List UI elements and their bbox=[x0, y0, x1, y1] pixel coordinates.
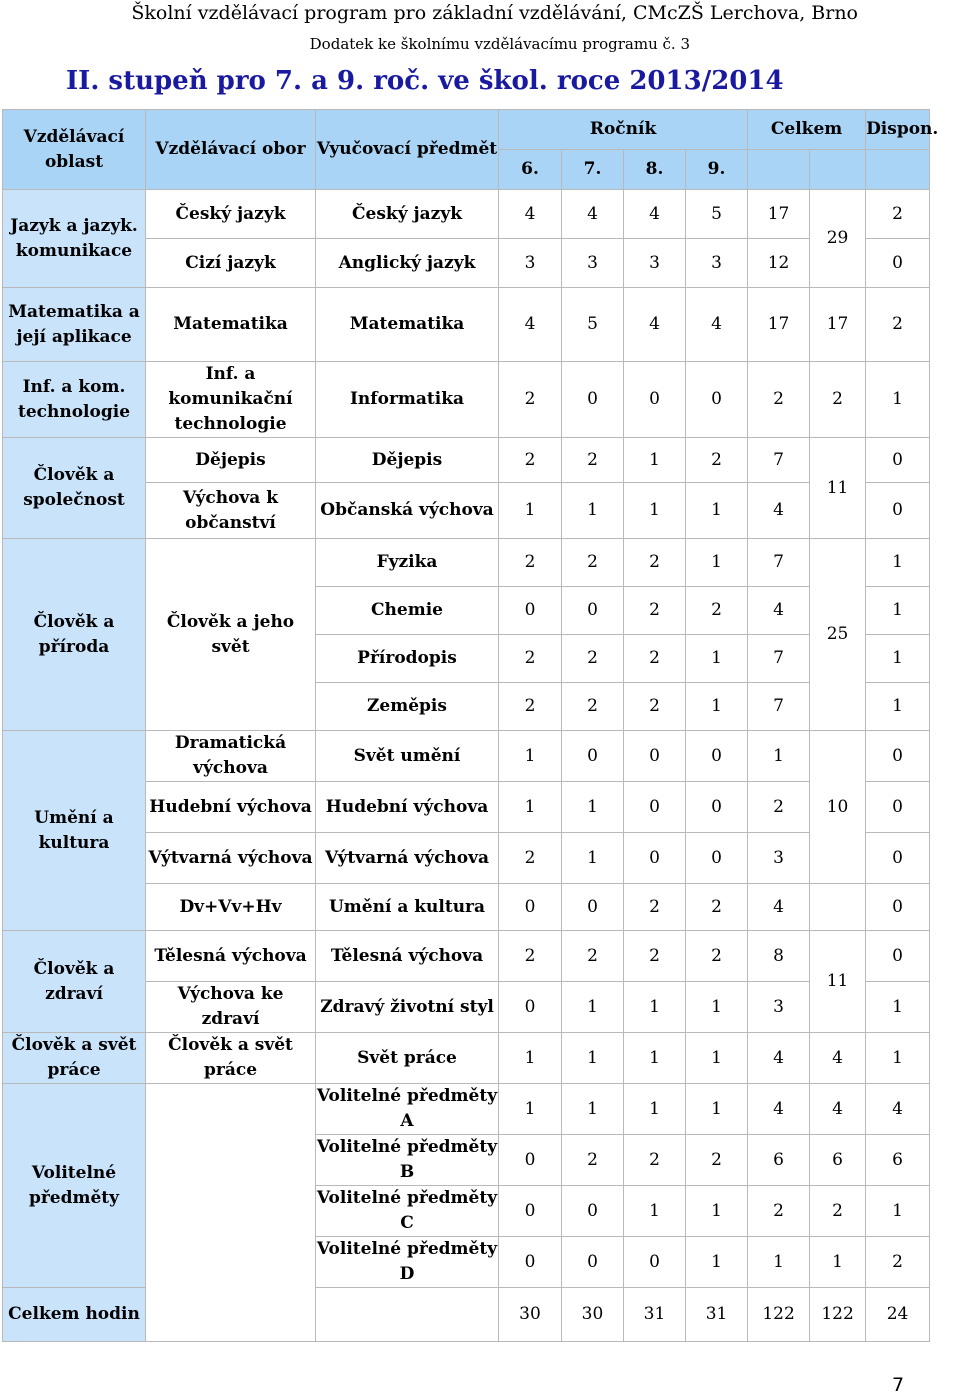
cell: 0 bbox=[562, 1186, 624, 1237]
cell: 1 bbox=[686, 635, 748, 683]
cell: 2 bbox=[499, 931, 562, 982]
area-jazyk: Jazyk a jazyk. komunikace bbox=[3, 190, 146, 288]
header-subject: Vyučovací předmět bbox=[316, 110, 499, 190]
cell: 4 bbox=[686, 288, 748, 362]
cell: 1 bbox=[624, 438, 686, 483]
cell: 2 bbox=[624, 683, 686, 731]
cell: 1 bbox=[499, 731, 562, 782]
cell: 2 bbox=[499, 635, 562, 683]
cell: 2 bbox=[624, 884, 686, 931]
subject-cj: Český jazyk bbox=[316, 190, 499, 239]
document-header-amendment: Dodatek ke školnímu vzdělávacímu programu č. 3 bbox=[309, 35, 690, 53]
sum-g7: 30 bbox=[562, 1288, 624, 1342]
header-grade-7: 7. bbox=[562, 150, 624, 190]
cell-disp: 0 bbox=[866, 483, 930, 539]
field-tel: Tělesná výchova bbox=[146, 931, 316, 982]
cell: 0 bbox=[499, 1135, 562, 1186]
area-umeni: Umění a kultura bbox=[3, 731, 146, 931]
cell: 1 bbox=[624, 1186, 686, 1237]
cell: 2 bbox=[562, 931, 624, 982]
cell: 5 bbox=[562, 288, 624, 362]
cell: 0 bbox=[499, 982, 562, 1033]
cell-total: 1 bbox=[748, 1237, 810, 1288]
curriculum-table-wrapper bbox=[2, 109, 939, 1342]
cell: 0 bbox=[624, 731, 686, 782]
area-volitelne: Volitelné předměty bbox=[3, 1084, 146, 1288]
field-mat: Matematika bbox=[146, 288, 316, 362]
header-blank-3 bbox=[866, 150, 930, 190]
cell: 1 bbox=[499, 483, 562, 539]
subject-vpb: Volitelné předměty B bbox=[316, 1135, 499, 1186]
cell: 1 bbox=[562, 782, 624, 833]
cell: 1 bbox=[562, 982, 624, 1033]
cell: 4 bbox=[562, 190, 624, 239]
cell-total: 17 bbox=[748, 190, 810, 239]
subject-pri: Přírodopis bbox=[316, 635, 499, 683]
area-clovek-spolecnost: Člověk a společnost bbox=[3, 438, 146, 539]
cell: 0 bbox=[686, 362, 748, 438]
cell: 1 bbox=[499, 1084, 562, 1135]
subject-hv: Hudební výchova bbox=[316, 782, 499, 833]
cell-total: 3 bbox=[748, 833, 810, 884]
cell-disp: 0 bbox=[866, 884, 930, 931]
cell-total: 2 bbox=[748, 782, 810, 833]
cell: 4 bbox=[499, 190, 562, 239]
cell: 2 bbox=[624, 1135, 686, 1186]
cell: 0 bbox=[624, 362, 686, 438]
cell: 1 bbox=[686, 1084, 748, 1135]
cell-disp: 2 bbox=[866, 190, 930, 239]
field-hud: Hudební výchova bbox=[146, 782, 316, 833]
header-dispon: Dispon. bbox=[866, 110, 930, 150]
cell: 1 bbox=[562, 1033, 624, 1084]
group-total-spol: 11 bbox=[810, 438, 866, 539]
group-total: 6 bbox=[810, 1135, 866, 1186]
cell: 4 bbox=[624, 288, 686, 362]
cell: 2 bbox=[562, 539, 624, 587]
sum-group: 122 bbox=[810, 1288, 866, 1342]
cell: 2 bbox=[562, 635, 624, 683]
field-ciz: Cizí jazyk bbox=[146, 239, 316, 288]
subject-uak: Umění a kultura bbox=[316, 884, 499, 931]
field-blank bbox=[146, 1084, 316, 1342]
cell-disp: 0 bbox=[866, 438, 930, 483]
subject-vpa: Volitelné předměty A bbox=[316, 1084, 499, 1135]
area-mat: Matematika a její aplikace bbox=[3, 288, 146, 362]
group-total-prir: 25 bbox=[810, 539, 866, 731]
cell: 0 bbox=[624, 1237, 686, 1288]
header-blank-1 bbox=[748, 150, 810, 190]
cell-total: 1 bbox=[748, 731, 810, 782]
header-blank-2 bbox=[810, 150, 866, 190]
cell: 3 bbox=[499, 239, 562, 288]
cell: 2 bbox=[686, 1135, 748, 1186]
header-grade-6: 6. bbox=[499, 150, 562, 190]
area-ikt: Inf. a kom. technologie bbox=[3, 362, 146, 438]
cell: 1 bbox=[686, 539, 748, 587]
cell: 2 bbox=[562, 1135, 624, 1186]
cell: 1 bbox=[686, 483, 748, 539]
field-dvvvhv: Dv+Vv+Hv bbox=[146, 884, 316, 931]
subject-vpc: Volitelné předměty C bbox=[316, 1186, 499, 1237]
cell: 2 bbox=[562, 438, 624, 483]
cell-total: 7 bbox=[748, 683, 810, 731]
cell: 1 bbox=[686, 1186, 748, 1237]
cell-total: 3 bbox=[748, 982, 810, 1033]
area-clovek-priroda: Člověk a příroda bbox=[3, 539, 146, 731]
cell: 2 bbox=[686, 587, 748, 635]
cell: 0 bbox=[624, 833, 686, 884]
field-dej: Dějepis bbox=[146, 438, 316, 483]
cell: 1 bbox=[624, 1084, 686, 1135]
cell: 2 bbox=[499, 833, 562, 884]
subject-obc: Občanská výchova bbox=[316, 483, 499, 539]
subject-mat: Matematika bbox=[316, 288, 499, 362]
field-obc: Výchova k občanství bbox=[146, 483, 316, 539]
cell-disp: 1 bbox=[866, 1186, 930, 1237]
subject-tv: Tělesná výchova bbox=[316, 931, 499, 982]
cell-total: 4 bbox=[748, 483, 810, 539]
subject-inf: Informatika bbox=[316, 362, 499, 438]
cell: 1 bbox=[624, 982, 686, 1033]
cell: 2 bbox=[686, 931, 748, 982]
cell-total: 7 bbox=[748, 539, 810, 587]
sum-g6: 30 bbox=[499, 1288, 562, 1342]
cell-disp: 1 bbox=[866, 635, 930, 683]
group-total-zdravi: 11 bbox=[810, 931, 866, 1033]
cell-disp: 0 bbox=[866, 931, 930, 982]
cell-disp: 0 bbox=[866, 833, 930, 884]
field-cj: Český jazyk bbox=[146, 190, 316, 239]
group-total: 2 bbox=[810, 1186, 866, 1237]
subject-dej: Dějepis bbox=[316, 438, 499, 483]
cell: 1 bbox=[686, 1033, 748, 1084]
cell-total: 6 bbox=[748, 1135, 810, 1186]
cell: 0 bbox=[686, 782, 748, 833]
cell-total: 4 bbox=[748, 884, 810, 931]
cell-total: 4 bbox=[748, 1033, 810, 1084]
cell-disp: 0 bbox=[866, 782, 930, 833]
cell: 1 bbox=[624, 1033, 686, 1084]
cell: 0 bbox=[686, 833, 748, 884]
cell: 0 bbox=[686, 731, 748, 782]
cell: 1 bbox=[686, 982, 748, 1033]
subject-svp: Svět práce bbox=[316, 1033, 499, 1084]
cell: 1 bbox=[562, 833, 624, 884]
cell: 4 bbox=[624, 190, 686, 239]
cell-total: 4 bbox=[748, 587, 810, 635]
area-prace: Člověk a svět práce bbox=[3, 1033, 146, 1084]
cell: 0 bbox=[499, 587, 562, 635]
subject-svu: Svět umění bbox=[316, 731, 499, 782]
cell: 0 bbox=[499, 884, 562, 931]
cell-disp: 0 bbox=[866, 731, 930, 782]
cell-total: 17 bbox=[748, 288, 810, 362]
subject-blank bbox=[316, 1288, 499, 1342]
field-vyt: Výtvarná výchova bbox=[146, 833, 316, 884]
cell-disp: 1 bbox=[866, 1033, 930, 1084]
subject-zds: Zdravý životní styl bbox=[316, 982, 499, 1033]
subject-vpd: Volitelné předměty D bbox=[316, 1237, 499, 1288]
cell-total: 7 bbox=[748, 635, 810, 683]
cell: 0 bbox=[499, 1186, 562, 1237]
group-total-umeni: 10 bbox=[810, 731, 866, 884]
cell: 1 bbox=[499, 782, 562, 833]
cell: 1 bbox=[562, 1084, 624, 1135]
cell: 1 bbox=[624, 483, 686, 539]
field-vyzdr: Výchova ke zdraví bbox=[146, 982, 316, 1033]
cell: 2 bbox=[499, 362, 562, 438]
header-grade: Ročník bbox=[499, 110, 748, 150]
cell-disp: 1 bbox=[866, 539, 930, 587]
cell-total: 4 bbox=[748, 1084, 810, 1135]
cell-disp: 1 bbox=[866, 982, 930, 1033]
cell-disp: 2 bbox=[866, 288, 930, 362]
cell: 0 bbox=[562, 1237, 624, 1288]
cell: 1 bbox=[686, 1237, 748, 1288]
header-total: Celkem bbox=[748, 110, 866, 150]
cell: 3 bbox=[624, 239, 686, 288]
header-grade-9: 9. bbox=[686, 150, 748, 190]
group-total: 2 bbox=[810, 362, 866, 438]
document-header-school: Školní vzdělávací program pro základní vzdělávání, CMcZŠ Lerchova, Brno bbox=[131, 2, 858, 24]
sum-g8: 31 bbox=[624, 1288, 686, 1342]
subject-aj: Anglický jazyk bbox=[316, 239, 499, 288]
cell: 2 bbox=[562, 683, 624, 731]
group-total: 4 bbox=[810, 1033, 866, 1084]
cell-total: 8 bbox=[748, 931, 810, 982]
cell: 2 bbox=[686, 884, 748, 931]
field-drama: Dramatická výchova bbox=[146, 731, 316, 782]
cell: 4 bbox=[499, 288, 562, 362]
cell-disp: 1 bbox=[866, 587, 930, 635]
subject-fyz: Fyzika bbox=[316, 539, 499, 587]
sum-total: 122 bbox=[748, 1288, 810, 1342]
area-celkem: Celkem hodin bbox=[3, 1288, 146, 1342]
cell: 0 bbox=[624, 782, 686, 833]
cell: 1 bbox=[686, 683, 748, 731]
sum-disp: 24 bbox=[866, 1288, 930, 1342]
cell-disp: 0 bbox=[866, 239, 930, 288]
header-grade-8: 8. bbox=[624, 150, 686, 190]
subject-che: Chemie bbox=[316, 587, 499, 635]
cell: 3 bbox=[562, 239, 624, 288]
cell: 2 bbox=[499, 438, 562, 483]
cell-total: 12 bbox=[748, 239, 810, 288]
page-title: II. stupeň pro 7. a 9. roč. ve škol. roce 2013/2014 bbox=[66, 66, 784, 96]
cell: 2 bbox=[624, 539, 686, 587]
cell: 2 bbox=[499, 539, 562, 587]
cell: 2 bbox=[499, 683, 562, 731]
cell: 0 bbox=[562, 587, 624, 635]
subject-vv: Výtvarná výchova bbox=[316, 833, 499, 884]
cell: 3 bbox=[686, 239, 748, 288]
header-area: Vzdělávací oblast bbox=[3, 110, 146, 190]
cell: 2 bbox=[624, 587, 686, 635]
cell-disp: 1 bbox=[866, 683, 930, 731]
cell-disp: 6 bbox=[866, 1135, 930, 1186]
cell: 1 bbox=[562, 483, 624, 539]
cell-disp: 1 bbox=[866, 362, 930, 438]
field-clovek-svet: Člověk a jeho svět bbox=[146, 539, 316, 731]
cell-disp: 2 bbox=[866, 1237, 930, 1288]
field-svprace: Člověk a svět práce bbox=[146, 1033, 316, 1084]
cell: 5 bbox=[686, 190, 748, 239]
cell-total: 2 bbox=[748, 1186, 810, 1237]
cell: 0 bbox=[562, 362, 624, 438]
cell: 1 bbox=[499, 1033, 562, 1084]
curriculum-table bbox=[2, 109, 939, 1342]
cell: 2 bbox=[624, 635, 686, 683]
subject-zem: Zeměpis bbox=[316, 683, 499, 731]
cell: 2 bbox=[686, 438, 748, 483]
cell: 2 bbox=[624, 931, 686, 982]
area-zdravi: Člověk a zdraví bbox=[3, 931, 146, 1033]
cell: 0 bbox=[562, 731, 624, 782]
page-number: 7 bbox=[892, 1374, 905, 1396]
cell-disp: 4 bbox=[866, 1084, 930, 1135]
group-total: 17 bbox=[810, 288, 866, 362]
group-total: 1 bbox=[810, 1237, 866, 1288]
group-total-blank bbox=[810, 884, 866, 931]
sum-g9: 31 bbox=[686, 1288, 748, 1342]
cell-total: 7 bbox=[748, 438, 810, 483]
group-total-jazyk: 29 bbox=[810, 190, 866, 288]
header-field: Vzdělávací obor bbox=[146, 110, 316, 190]
cell: 0 bbox=[562, 884, 624, 931]
group-total: 4 bbox=[810, 1084, 866, 1135]
cell-total: 2 bbox=[748, 362, 810, 438]
field-ikt: Inf. a komunikační technologie bbox=[146, 362, 316, 438]
cell: 0 bbox=[499, 1237, 562, 1288]
